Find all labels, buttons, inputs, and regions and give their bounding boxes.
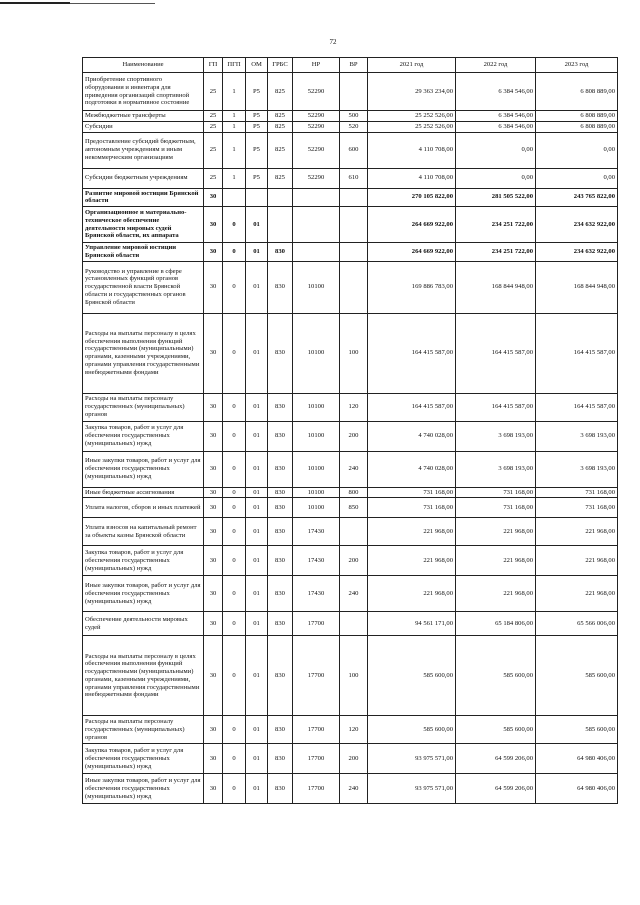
row-nr-cell: 10100 [293, 451, 340, 487]
row-vr-cell [340, 207, 368, 243]
table-row [83, 498, 618, 518]
row-vr-cell: 240 [340, 576, 368, 612]
row-2023-cell: 234 632 922,00 [536, 207, 618, 243]
row-2022-cell: 234 251 722,00 [456, 243, 536, 262]
row-gp-cell: 30 [204, 612, 223, 636]
row-pgp-cell: 0 [223, 451, 246, 487]
row-name-cell: Иные бюджетные ассигнования [83, 487, 204, 498]
row-2022-cell: 168 844 948,00 [456, 261, 536, 313]
header-gp: ГП [204, 58, 223, 73]
row-2022-cell: 585 600,00 [456, 716, 536, 744]
row-2022-cell: 221 968,00 [456, 546, 536, 576]
row-2023-cell: 168 844 948,00 [536, 261, 618, 313]
table-row [83, 261, 618, 313]
row-nr-cell [293, 188, 340, 207]
row-vr-cell [340, 612, 368, 636]
row-om-cell: 01 [246, 546, 268, 576]
row-2021-cell: 264 669 922,00 [368, 207, 456, 243]
row-2022-cell: 6 384 546,00 [456, 73, 536, 111]
row-nr-cell: 52290 [293, 73, 340, 111]
row-om-cell: 01 [246, 774, 268, 804]
row-gp-cell: 30 [204, 716, 223, 744]
row-pgp-cell: 0 [223, 243, 246, 262]
header-2022: 2022 год [456, 58, 536, 73]
row-pgp-cell: 0 [223, 498, 246, 518]
row-nr-cell: 52290 [293, 168, 340, 188]
row-vr-cell: 800 [340, 487, 368, 498]
row-name-cell: Руководство и управление в сфере установленных функций органов государственной власти Брянской области и государственных органов Брянской области [83, 261, 204, 313]
row-pgp-cell: 0 [223, 393, 246, 421]
row-name-cell: Расходы на выплаты персоналу государственных (муниципальных) органов [83, 393, 204, 421]
row-pgp-cell: 0 [223, 636, 246, 716]
row-om-cell: 01 [246, 636, 268, 716]
row-2021-cell: 731 168,00 [368, 498, 456, 518]
row-nr-cell: 17700 [293, 612, 340, 636]
table-row [83, 313, 618, 393]
row-om-cell: 01 [246, 518, 268, 546]
row-pgp-cell: 0 [223, 546, 246, 576]
row-name-cell: Организационное и материально-техническое обеспечение деятельности мировых судей Брянской области, их аппарата [83, 207, 204, 243]
table-row [83, 111, 618, 122]
row-grbs-cell [268, 207, 293, 243]
row-2023-cell: 234 632 922,00 [536, 243, 618, 262]
row-om-cell: 01 [246, 207, 268, 243]
row-gp-cell: 30 [204, 243, 223, 262]
row-2021-cell: 270 105 822,00 [368, 188, 456, 207]
row-vr-cell: 610 [340, 168, 368, 188]
row-grbs-cell [268, 188, 293, 207]
row-2021-cell: 29 363 234,00 [368, 73, 456, 111]
row-2022-cell: 234 251 722,00 [456, 207, 536, 243]
scan-artifact-line [70, 3, 155, 4]
row-om-cell: 01 [246, 261, 268, 313]
row-gp-cell: 30 [204, 393, 223, 421]
row-2022-cell: 731 168,00 [456, 487, 536, 498]
row-grbs-cell: 830 [268, 498, 293, 518]
row-gp-cell: 25 [204, 121, 223, 132]
row-2023-cell: 64 980 406,00 [536, 774, 618, 804]
row-2023-cell: 6 808 889,00 [536, 111, 618, 122]
row-2023-cell: 585 600,00 [536, 716, 618, 744]
row-om-cell: P5 [246, 132, 268, 168]
row-om-cell [246, 188, 268, 207]
table-row [83, 73, 618, 111]
row-vr-cell: 200 [340, 744, 368, 774]
row-name-cell: Закупка товаров, работ и услуг для обеспечения государственных (муниципальных) нужд [83, 421, 204, 451]
row-om-cell: 01 [246, 487, 268, 498]
row-nr-cell: 10100 [293, 313, 340, 393]
row-gp-cell: 30 [204, 313, 223, 393]
row-grbs-cell: 830 [268, 451, 293, 487]
row-name-cell: Закупка товаров, работ и услуг для обеспечения государственных (муниципальных) нужд [83, 546, 204, 576]
row-grbs-cell: 830 [268, 518, 293, 546]
row-2023-cell: 0,00 [536, 168, 618, 188]
row-2022-cell: 164 415 587,00 [456, 393, 536, 421]
row-grbs-cell: 825 [268, 132, 293, 168]
row-pgp-cell [223, 188, 246, 207]
row-name-cell: Иные закупки товаров, работ и услуг для обеспечения государственных (муниципальных) нужд [83, 576, 204, 612]
table-row [83, 243, 618, 262]
table-row [83, 168, 618, 188]
row-vr-cell [340, 188, 368, 207]
table-row [83, 774, 618, 804]
row-vr-cell: 120 [340, 393, 368, 421]
row-gp-cell: 30 [204, 744, 223, 774]
table-row [83, 207, 618, 243]
row-om-cell: 01 [246, 498, 268, 518]
row-2023-cell: 3 698 193,00 [536, 451, 618, 487]
row-2023-cell: 3 698 193,00 [536, 421, 618, 451]
row-2023-cell: 164 415 587,00 [536, 313, 618, 393]
row-2021-cell: 4 110 708,00 [368, 168, 456, 188]
row-vr-cell: 850 [340, 498, 368, 518]
row-om-cell: P5 [246, 121, 268, 132]
row-2022-cell: 0,00 [456, 132, 536, 168]
row-2022-cell: 3 698 193,00 [456, 451, 536, 487]
row-pgp-cell: 1 [223, 121, 246, 132]
row-2021-cell: 25 252 526,00 [368, 121, 456, 132]
row-gp-cell: 30 [204, 636, 223, 716]
row-om-cell: 01 [246, 612, 268, 636]
row-gp-cell: 30 [204, 261, 223, 313]
row-vr-cell: 100 [340, 636, 368, 716]
row-pgp-cell: 0 [223, 716, 246, 744]
row-gp-cell: 25 [204, 111, 223, 122]
row-gp-cell: 30 [204, 487, 223, 498]
row-om-cell: 01 [246, 243, 268, 262]
row-2023-cell: 0,00 [536, 132, 618, 168]
row-2022-cell: 164 415 587,00 [456, 313, 536, 393]
row-2021-cell: 94 561 171,00 [368, 612, 456, 636]
table-row [83, 393, 618, 421]
row-grbs-cell: 830 [268, 716, 293, 744]
row-pgp-cell: 0 [223, 744, 246, 774]
row-pgp-cell: 1 [223, 111, 246, 122]
row-2022-cell: 221 968,00 [456, 576, 536, 612]
row-name-cell: Уплата налогов, сборов и иных платежей [83, 498, 204, 518]
table-row [83, 744, 618, 774]
row-nr-cell: 17430 [293, 576, 340, 612]
row-nr-cell [293, 207, 340, 243]
row-nr-cell: 52290 [293, 121, 340, 132]
row-vr-cell: 240 [340, 774, 368, 804]
row-vr-cell [340, 518, 368, 546]
row-2021-cell: 221 968,00 [368, 576, 456, 612]
row-2021-cell: 4 110 708,00 [368, 132, 456, 168]
row-grbs-cell: 830 [268, 576, 293, 612]
row-nr-cell: 10100 [293, 487, 340, 498]
page-number: 72 [329, 38, 337, 46]
row-nr-cell: 17700 [293, 744, 340, 774]
row-name-cell: Иные закупки товаров, работ и услуг для обеспечения государственных (муниципальных) нужд [83, 774, 204, 804]
row-pgp-cell: 0 [223, 487, 246, 498]
row-vr-cell: 520 [340, 121, 368, 132]
row-2021-cell: 221 968,00 [368, 546, 456, 576]
row-om-cell: 01 [246, 716, 268, 744]
row-vr-cell: 240 [340, 451, 368, 487]
row-pgp-cell: 0 [223, 261, 246, 313]
row-om-cell: 01 [246, 744, 268, 774]
row-pgp-cell: 0 [223, 207, 246, 243]
row-gp-cell: 30 [204, 518, 223, 546]
header-pgp: ПГП [223, 58, 246, 73]
row-2023-cell: 585 600,00 [536, 636, 618, 716]
row-2022-cell: 731 168,00 [456, 498, 536, 518]
row-gp-cell: 30 [204, 421, 223, 451]
row-nr-cell: 10100 [293, 261, 340, 313]
row-2023-cell: 164 415 587,00 [536, 393, 618, 421]
row-2021-cell: 731 168,00 [368, 487, 456, 498]
row-pgp-cell: 0 [223, 421, 246, 451]
row-name-cell: Предоставление субсидий бюджетным, автономным учреждениям и иным некоммерческим организациям [83, 132, 204, 168]
table-row [83, 716, 618, 744]
row-2023-cell: 221 968,00 [536, 546, 618, 576]
row-2021-cell: 264 669 922,00 [368, 243, 456, 262]
row-2021-cell: 4 740 028,00 [368, 451, 456, 487]
row-grbs-cell: 825 [268, 121, 293, 132]
row-nr-cell: 52290 [293, 111, 340, 122]
table-body [83, 73, 618, 804]
row-vr-cell: 120 [340, 716, 368, 744]
row-2021-cell: 221 968,00 [368, 518, 456, 546]
row-om-cell: 01 [246, 576, 268, 612]
row-pgp-cell: 0 [223, 313, 246, 393]
header-2021: 2021 год [368, 58, 456, 73]
row-2022-cell: 221 968,00 [456, 518, 536, 546]
row-2023-cell: 221 968,00 [536, 576, 618, 612]
table-row [83, 188, 618, 207]
row-pgp-cell: 1 [223, 168, 246, 188]
row-2022-cell: 0,00 [456, 168, 536, 188]
row-name-cell: Расходы на выплаты персоналу государственных (муниципальных) органов [83, 716, 204, 744]
scan-artifact-line [0, 2, 70, 4]
table-row [83, 487, 618, 498]
table-row [83, 636, 618, 716]
row-gp-cell: 30 [204, 188, 223, 207]
row-gp-cell: 30 [204, 576, 223, 612]
row-vr-cell: 200 [340, 421, 368, 451]
row-2023-cell: 731 168,00 [536, 487, 618, 498]
header-grbs: ГРБС [268, 58, 293, 73]
table-row [83, 451, 618, 487]
row-gp-cell: 30 [204, 207, 223, 243]
row-gp-cell: 25 [204, 73, 223, 111]
row-grbs-cell: 830 [268, 261, 293, 313]
row-name-cell: Управление мировой юстиции Брянской области [83, 243, 204, 262]
row-2021-cell: 93 975 571,00 [368, 744, 456, 774]
row-gp-cell: 30 [204, 546, 223, 576]
header-2023: 2023 год [536, 58, 618, 73]
row-name-cell: Обеспечение деятельности мировых судей [83, 612, 204, 636]
row-vr-cell: 100 [340, 313, 368, 393]
row-grbs-cell: 825 [268, 73, 293, 111]
row-2022-cell: 6 384 546,00 [456, 121, 536, 132]
row-om-cell: P5 [246, 73, 268, 111]
row-om-cell: P5 [246, 168, 268, 188]
row-gp-cell: 30 [204, 774, 223, 804]
row-gp-cell: 25 [204, 132, 223, 168]
row-2021-cell: 4 740 028,00 [368, 421, 456, 451]
row-name-cell: Расходы на выплаты персоналу в целях обеспечения выполнения функций государственными (муниципальными) органами, казенными учреждениями, органами управления государственными внебюджетными фондами [83, 636, 204, 716]
row-2022-cell: 585 600,00 [456, 636, 536, 716]
row-pgp-cell: 1 [223, 132, 246, 168]
table-row [83, 518, 618, 546]
table-row [83, 612, 618, 636]
row-grbs-cell: 830 [268, 744, 293, 774]
row-grbs-cell: 830 [268, 612, 293, 636]
table-row [83, 546, 618, 576]
row-pgp-cell: 0 [223, 576, 246, 612]
row-name-cell: Субсидии бюджетным учреждениям [83, 168, 204, 188]
row-pgp-cell: 0 [223, 518, 246, 546]
row-pgp-cell: 0 [223, 774, 246, 804]
row-nr-cell: 17430 [293, 518, 340, 546]
row-om-cell: 01 [246, 421, 268, 451]
row-name-cell: Приобретение спортивного оборудования и инвентаря для приведения организаций спортивной подготовки в нормативное состояние [83, 73, 204, 111]
row-2021-cell: 93 975 571,00 [368, 774, 456, 804]
row-nr-cell: 17430 [293, 546, 340, 576]
row-2022-cell: 64 599 206,00 [456, 774, 536, 804]
row-2022-cell: 65 184 806,00 [456, 612, 536, 636]
row-name-cell: Межбюджетные трансферты [83, 111, 204, 122]
row-pgp-cell: 1 [223, 73, 246, 111]
row-vr-cell: 600 [340, 132, 368, 168]
row-nr-cell: 10100 [293, 421, 340, 451]
row-2022-cell: 3 698 193,00 [456, 421, 536, 451]
table-row [83, 421, 618, 451]
row-om-cell: 01 [246, 393, 268, 421]
row-2021-cell: 169 886 783,00 [368, 261, 456, 313]
row-2023-cell: 243 765 822,00 [536, 188, 618, 207]
row-grbs-cell: 830 [268, 243, 293, 262]
row-2021-cell: 585 600,00 [368, 636, 456, 716]
row-vr-cell: 200 [340, 546, 368, 576]
row-nr-cell: 17700 [293, 716, 340, 744]
header-nr: НР [293, 58, 340, 73]
row-nr-cell: 17700 [293, 774, 340, 804]
row-om-cell: 01 [246, 313, 268, 393]
row-2023-cell: 65 566 006,00 [536, 612, 618, 636]
row-2021-cell: 585 600,00 [368, 716, 456, 744]
row-grbs-cell: 825 [268, 111, 293, 122]
row-grbs-cell: 830 [268, 313, 293, 393]
row-grbs-cell: 830 [268, 636, 293, 716]
table-row [83, 132, 618, 168]
row-vr-cell [340, 243, 368, 262]
row-2023-cell: 6 808 889,00 [536, 73, 618, 111]
row-nr-cell: 17700 [293, 636, 340, 716]
row-pgp-cell: 0 [223, 612, 246, 636]
row-name-cell: Уплата взносов на капитальный ремонт за объекты казны Брянской области [83, 518, 204, 546]
row-grbs-cell: 830 [268, 774, 293, 804]
row-gp-cell: 30 [204, 451, 223, 487]
row-name-cell: Субсидии [83, 121, 204, 132]
row-name-cell: Иные закупки товаров, работ и услуг для обеспечения государственных (муниципальных) нужд [83, 451, 204, 487]
header-vr: ВР [340, 58, 368, 73]
row-nr-cell: 10100 [293, 393, 340, 421]
table-row [83, 576, 618, 612]
row-vr-cell [340, 73, 368, 111]
row-2023-cell: 731 168,00 [536, 498, 618, 518]
row-vr-cell [340, 261, 368, 313]
row-2021-cell: 25 252 526,00 [368, 111, 456, 122]
row-grbs-cell: 830 [268, 421, 293, 451]
header-name: Наименование [83, 58, 204, 73]
row-2022-cell: 281 505 522,00 [456, 188, 536, 207]
row-name-cell: Закупка товаров, работ и услуг для обеспечения государственных (муниципальных) нужд [83, 744, 204, 774]
row-2023-cell: 221 968,00 [536, 518, 618, 546]
row-grbs-cell: 830 [268, 546, 293, 576]
row-name-cell: Расходы на выплаты персоналу в целях обеспечения выполнения функций государственными (муниципальными) органами, казенными учреждениями, органами управления государственными внебюджетными фондами [83, 313, 204, 393]
table-row [83, 121, 618, 132]
row-gp-cell: 30 [204, 498, 223, 518]
budget-table [82, 57, 618, 804]
header-om: ОМ [246, 58, 268, 73]
row-2022-cell: 6 384 546,00 [456, 111, 536, 122]
row-om-cell: P5 [246, 111, 268, 122]
row-2022-cell: 64 599 206,00 [456, 744, 536, 774]
row-2021-cell: 164 415 587,00 [368, 393, 456, 421]
row-vr-cell: 500 [340, 111, 368, 122]
row-name-cell: Развитие мировой юстиции Брянской области [83, 188, 204, 207]
row-nr-cell: 52290 [293, 132, 340, 168]
row-om-cell: 01 [246, 451, 268, 487]
row-2023-cell: 6 808 889,00 [536, 121, 618, 132]
row-nr-cell [293, 243, 340, 262]
row-grbs-cell: 830 [268, 487, 293, 498]
row-2021-cell: 164 415 587,00 [368, 313, 456, 393]
row-nr-cell: 10100 [293, 498, 340, 518]
row-grbs-cell: 830 [268, 393, 293, 421]
row-grbs-cell: 825 [268, 168, 293, 188]
row-2023-cell: 64 980 406,00 [536, 744, 618, 774]
table-header-row [83, 58, 618, 73]
row-gp-cell: 25 [204, 168, 223, 188]
